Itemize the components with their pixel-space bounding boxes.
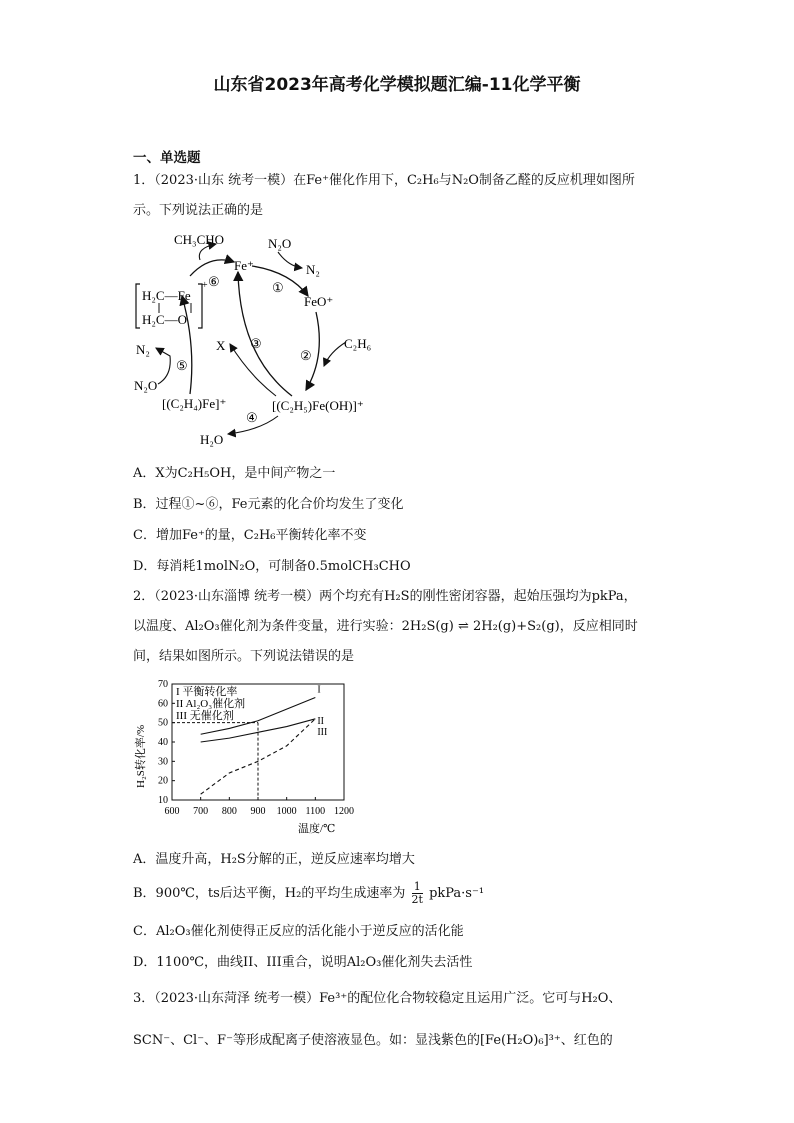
legend-i: I 平衡转化率 <box>176 686 238 698</box>
y-tick-label: 70 <box>158 679 168 690</box>
q3-stem-line1: 3．（2023·山东菏泽 统考一模）Fe³⁺的配位化合物较稳定且运用广泛。它可与H₂O、 <box>133 991 622 1006</box>
q2-stem-line2: 以温度、Al₂O₃催化剂为条件变量，进行实验：2H₂S(g) ⇌ 2H₂(g)+S₂(g)，反应相同时 <box>133 619 638 634</box>
label-n2-left: N₂ <box>136 342 150 357</box>
label-complex-charge: + <box>202 280 208 291</box>
step-4: ④ <box>246 410 258 425</box>
y-tick-label: 60 <box>158 698 168 710</box>
label-complex-top: H₂C—Fe <box>142 288 191 303</box>
x-tick-label: 1100 <box>305 806 326 817</box>
label-h2o: H₂O <box>200 432 224 447</box>
label-feo-plus: FeO⁺ <box>304 294 334 309</box>
fraction-denominator: 2t <box>411 893 423 906</box>
step-3: ③ <box>250 336 262 351</box>
q1-option-d[interactable]: D．每消耗1molN₂O，可制备0.5molCH₃CHO <box>133 559 411 574</box>
q2-stem-line1: 2．（2023·山东淄博 统考一模）两个均充有H₂S的刚性密闭容器，起始压强均为pkPa， <box>133 589 637 604</box>
q2-option-d[interactable]: D．1100℃，曲线II、III重合，说明Al₂O₃催化剂失去活性 <box>133 955 473 970</box>
x-tick-label: 800 <box>221 806 237 817</box>
step-5: ⑤ <box>176 358 188 373</box>
q1-option-b[interactable]: B．过程①~⑥，Fe元素的化合价均发生了变化 <box>133 497 404 512</box>
q1-stem-line2: 示。下列说法正确的是 <box>133 203 264 218</box>
q2-conversion-chart <box>130 676 360 838</box>
label-complex-bottom: H₂C—O <box>142 312 187 327</box>
x-tick-label: 1000 <box>276 806 297 817</box>
x-tick-label: 900 <box>250 806 266 817</box>
q3-stem-line2: SCN⁻、Cl⁻、F⁻等形成配离子使溶液显色。如：显浅紫色的[Fe(H₂O)₆]³⁺、红色的 <box>133 1033 613 1048</box>
y-tick-label: 10 <box>158 795 168 806</box>
y-axis-label: H₂S转化率/% <box>135 724 147 788</box>
fraction-numerator: 1 <box>412 881 423 894</box>
q2-option-b-text: B．900℃，ts后达平衡，H₂的平均生成速率为 <box>133 886 406 901</box>
label-n2o-top: N₂O <box>268 236 292 251</box>
label-fe-plus: Fe⁺ <box>234 258 254 273</box>
y-tick-label: 30 <box>158 756 168 768</box>
x-tick-label: 700 <box>193 806 209 817</box>
x-tick-label: 600 <box>164 806 180 817</box>
q2-option-b[interactable] <box>133 881 484 906</box>
y-tick-label: 50 <box>158 717 168 729</box>
series-label-iii: III <box>317 726 328 738</box>
label-c2h5feoh: [(C₂H₅)Fe(OH)]⁺ <box>272 398 364 413</box>
q1-option-a[interactable]: A．X为C₂H₅OH，是中间产物之一 <box>133 466 336 481</box>
q2-option-c[interactable]: C．Al₂O₃催化剂使得正反应的活化能小于逆反应的活化能 <box>133 924 464 939</box>
q2-option-a[interactable]: A．温度升高，H₂S分解的正，逆反应速率均增大 <box>133 852 415 867</box>
y-tick-label: 20 <box>158 775 168 787</box>
section-heading: 一、单选题 <box>133 150 201 166</box>
q1-stem-line1: 1．（2023·山东 统考一模）在Fe⁺催化作用下，C₂H₆与N₂O制备乙醛的反应机理如图所 <box>133 173 635 188</box>
label-x: X <box>216 338 226 353</box>
step-2: ② <box>300 348 312 363</box>
q1-option-c[interactable]: C．增加Fe⁺的量，C₂H₆平衡转化率不变 <box>133 528 367 543</box>
series-label-ii: II <box>317 715 325 727</box>
page-title: 山东省2023年高考化学模拟题汇编-11化学平衡 <box>213 75 581 95</box>
q2-stem-line3: 间，结果如图所示。下列说法错误的是 <box>133 649 355 664</box>
q1-mechanism-diagram <box>130 226 390 452</box>
label-c2h6: C₂H₆ <box>344 336 372 351</box>
series-label-i: I <box>317 684 321 696</box>
label-n2-top: N₂ <box>306 262 320 277</box>
y-tick-label: 40 <box>158 737 168 748</box>
legend-ii: II Al₂O₃催化剂 <box>176 698 246 710</box>
q2-option-b-fraction <box>412 881 423 906</box>
q2-option-b-unit: pkPa·s⁻¹ <box>429 886 485 901</box>
legend-iii: III 无催化剂 <box>176 710 234 722</box>
x-axis-label: 温度/℃ <box>298 823 336 835</box>
x-tick-label: 1200 <box>334 806 354 817</box>
step-1: ① <box>272 280 284 295</box>
step-6: ⑥ <box>208 274 220 289</box>
label-c2h4fe: [(C₂H₄)Fe]⁺ <box>162 396 227 411</box>
label-n2o-left: N₂O <box>134 378 158 393</box>
label-ch3cho: CH₃CHO <box>174 232 225 247</box>
